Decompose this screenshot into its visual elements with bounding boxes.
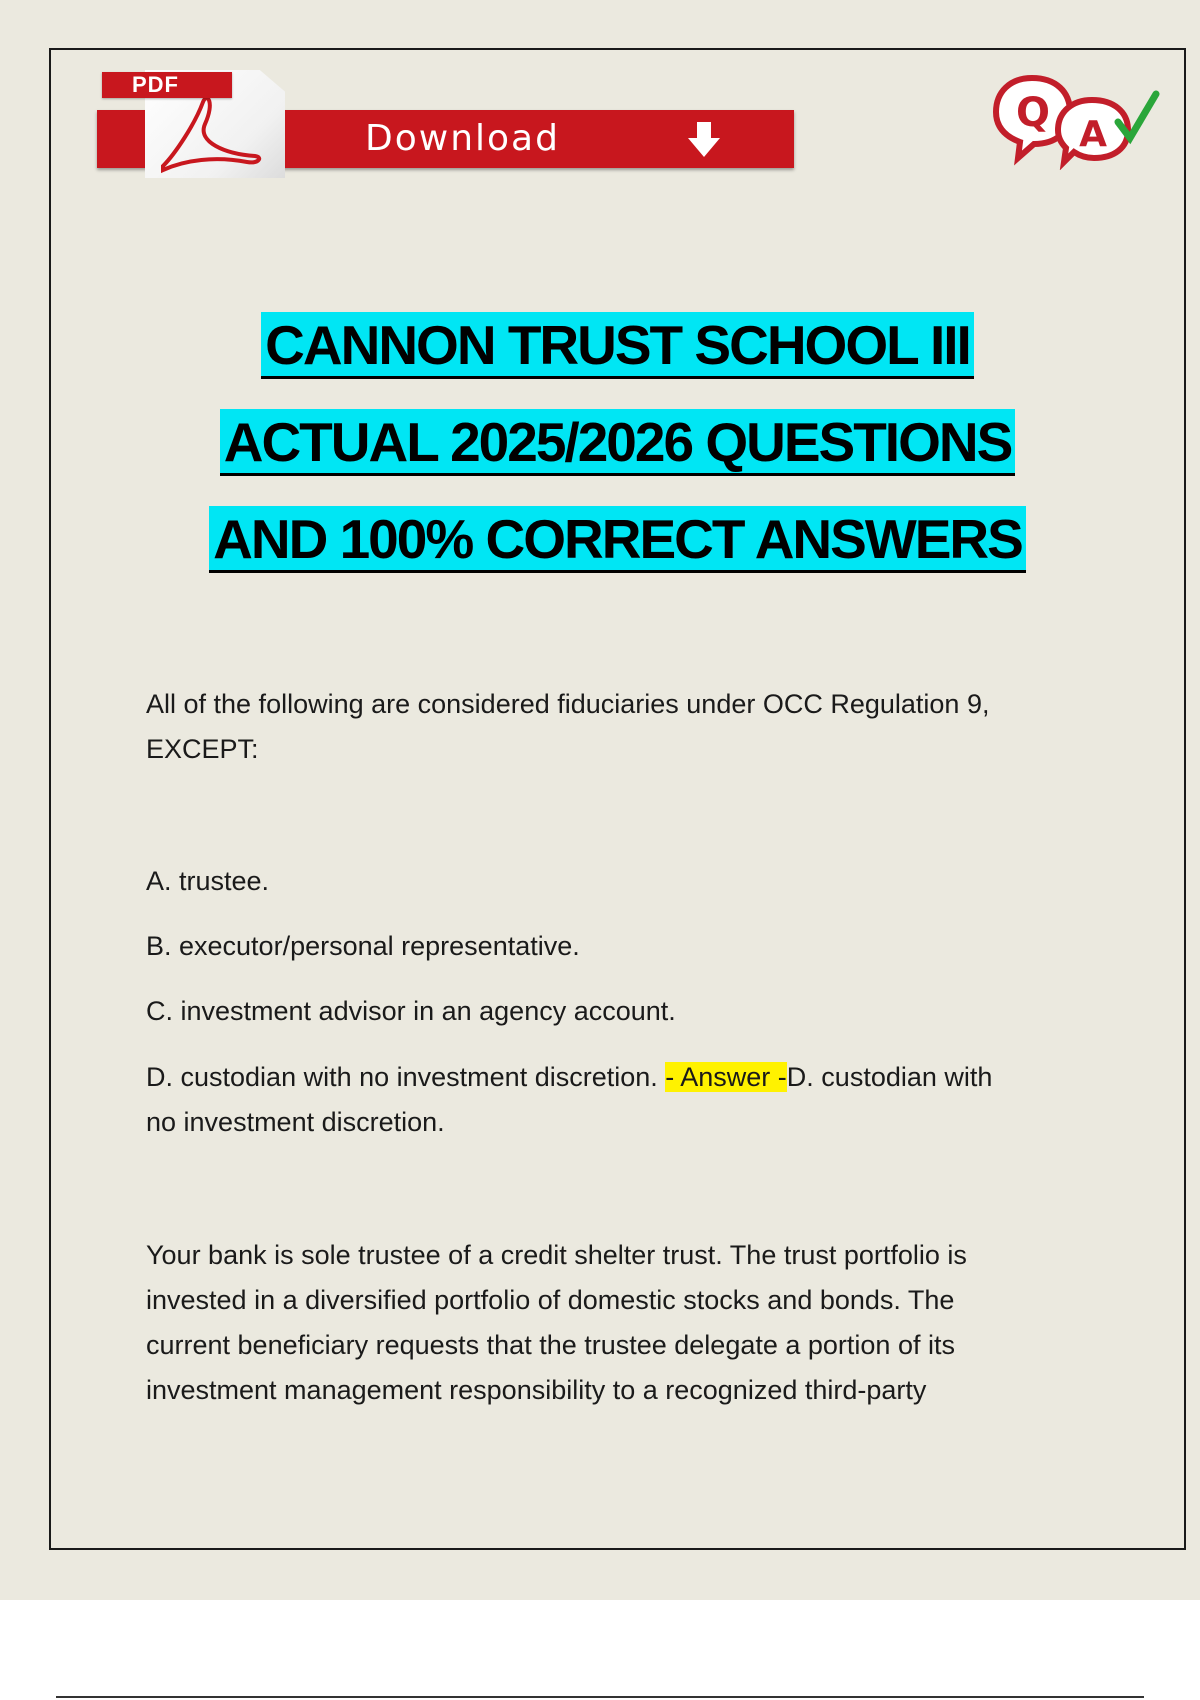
question-2-line-2: invested in a diversified portfolio of domestic stocks and bonds. The <box>146 1285 955 1315</box>
question-1-option-b: B. executor/personal representative. <box>146 931 580 961</box>
option-d-text: D. custodian with no investment discretion. <box>146 1062 658 1092</box>
qa-logo <box>990 70 1160 170</box>
pdf-download-banner[interactable] <box>97 70 794 180</box>
page-divider <box>56 1696 1144 1698</box>
question-2-line-1: Your bank is sole trustee of a credit shelter trust. The trust portfolio is <box>146 1240 967 1270</box>
acrobat-swirl-icon <box>155 94 265 174</box>
download-arrow-icon[interactable] <box>687 122 721 158</box>
a-bubble-icon <box>1058 100 1128 162</box>
question-1-line-1: All of the following are considered fiduciaries under OCC Regulation 9, <box>146 689 990 719</box>
a-letter: A <box>1079 114 1107 155</box>
question-1-option-c: C. investment advisor in an agency account. <box>146 996 676 1026</box>
question-1-text <box>146 682 1096 772</box>
question-1-option-a: A. trustee. <box>146 866 270 896</box>
question-2-line-3: current beneficiary requests that the trustee delegate a portion of its <box>146 1330 955 1360</box>
question-2-line-4: investment management responsibility to a recognized third-party <box>146 1375 927 1405</box>
pdf-tab-label: PDF <box>102 72 232 98</box>
download-label[interactable]: Download <box>365 118 560 159</box>
answer-marker: - Answer - <box>665 1062 787 1092</box>
answer-text-line-1: D. custodian with <box>786 1062 993 1092</box>
document-title <box>49 312 1186 603</box>
title-line-2: ACTUAL 2025/2026 QUESTIONS <box>220 409 1016 476</box>
title-line-3: AND 100% CORRECT ANSWERS <box>209 506 1026 573</box>
answer-text-line-2: no investment discretion. <box>146 1107 445 1137</box>
question-1-line-2: EXCEPT: <box>146 734 259 764</box>
q-letter: Q <box>1015 90 1051 136</box>
question-1-option-d <box>146 1055 1096 1145</box>
question-2-text <box>146 1233 1096 1413</box>
title-line-1: CANNON TRUST SCHOOL III <box>261 312 974 379</box>
